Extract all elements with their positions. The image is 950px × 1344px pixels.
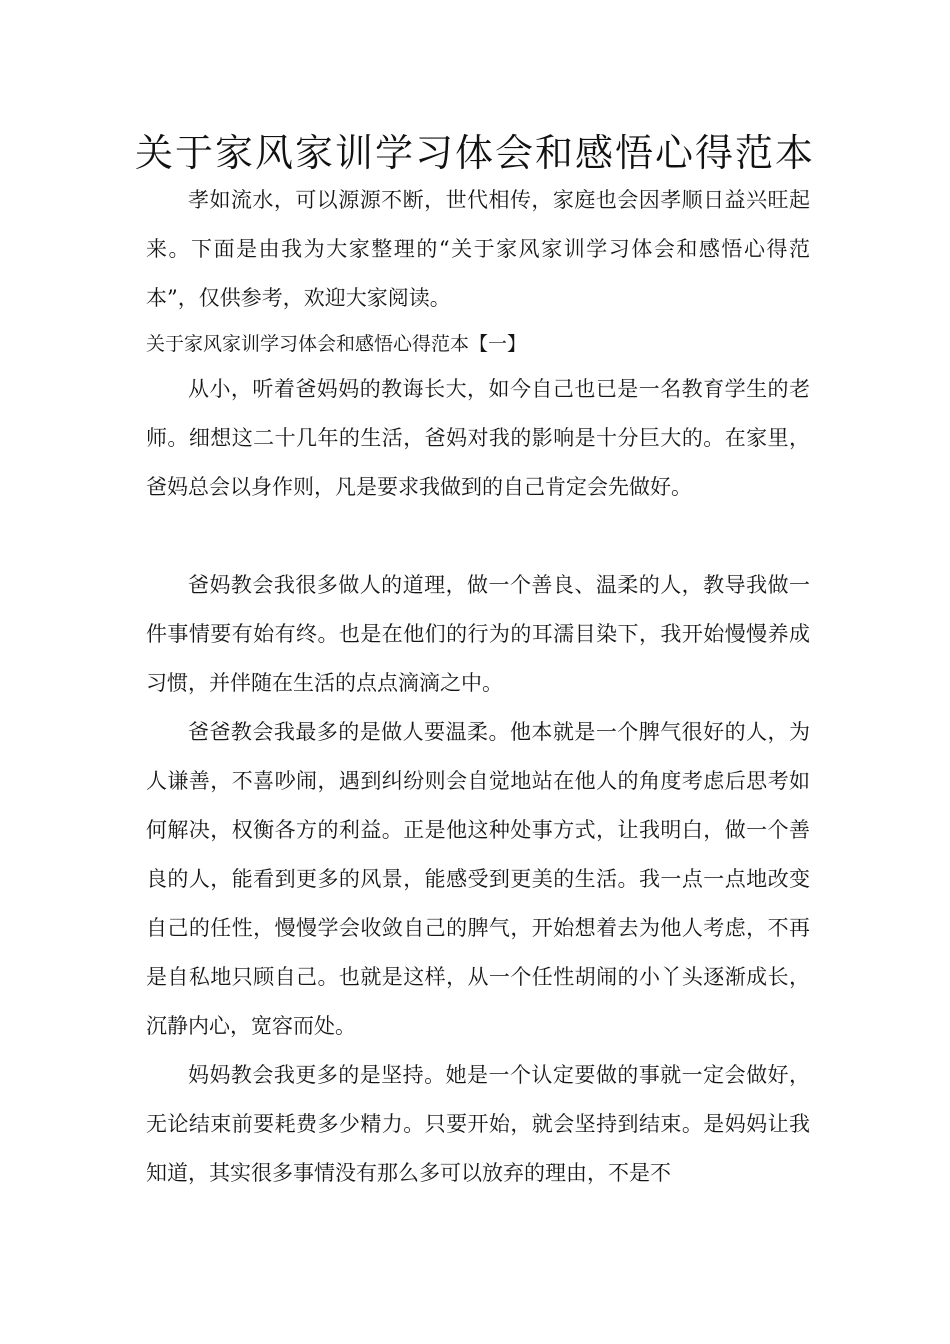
body-paragraph-2: 爸妈教会我很多做人的道理，做一个善良、温柔的人，教导我做一件事情要有始有终。也是在他们的行为的耳濡目染下，我开始慢慢养成习惯，并伴随在生活的点点滴滴之中。 bbox=[146, 573, 810, 695]
body-paragraph-1: 从小，听着爸妈妈的教诲长大，如今自己也已是一名教育学生的老师。细想这二十几年的生活，爸妈对我的影响是十分巨大的。在家里，爸妈总会以身作则，凡是要求我做到的自己肯定会先做好。 bbox=[146, 377, 810, 499]
intro-paragraph: 孝如流水，可以源源不断，世代相传，家庭也会因孝顺日益兴旺起来。下面是由我为大家整理的“关于家风家训学习体会和感悟心得范本”，仅供参考，欢迎大家阅读。 bbox=[146, 188, 810, 310]
document-title: 关于家风家训学习体会和感悟心得范本 bbox=[134, 131, 815, 175]
body-paragraph-3: 爸爸教会我最多的是做人要温柔。他本就是一个脾气很好的人，为人谦善，不喜吵闹，遇到纠纷则会自觉地站在他人的角度考虑后思考如何解决，权衡各方的利益。正是他这种处事方式，让我明白，做一个善良的人，能看到更多的风景，能感受到更美的生活。我一点一点地改变自己的任性，慢慢学会收敛自己的脾气，开始想着去为他人考虑，不再是自私地只顾自己。也就是这样，从一个任性胡闹的小丫头逐渐成长，沉静内心，宽容而处。 bbox=[146, 720, 810, 1038]
section-heading: 关于家风家训学习体会和感悟心得范本【一】 bbox=[146, 333, 527, 355]
document-body bbox=[146, 176, 810, 1198]
body-paragraph-4: 妈妈教会我更多的是坚持。她是一个认定要做的事就一定会做好，无论结束前要耗费多少精力。只要开始，就会坚持到结束。是妈妈让我知道，其实很多事情没有那么多可以放弃的理由，不是不 bbox=[146, 1063, 810, 1185]
